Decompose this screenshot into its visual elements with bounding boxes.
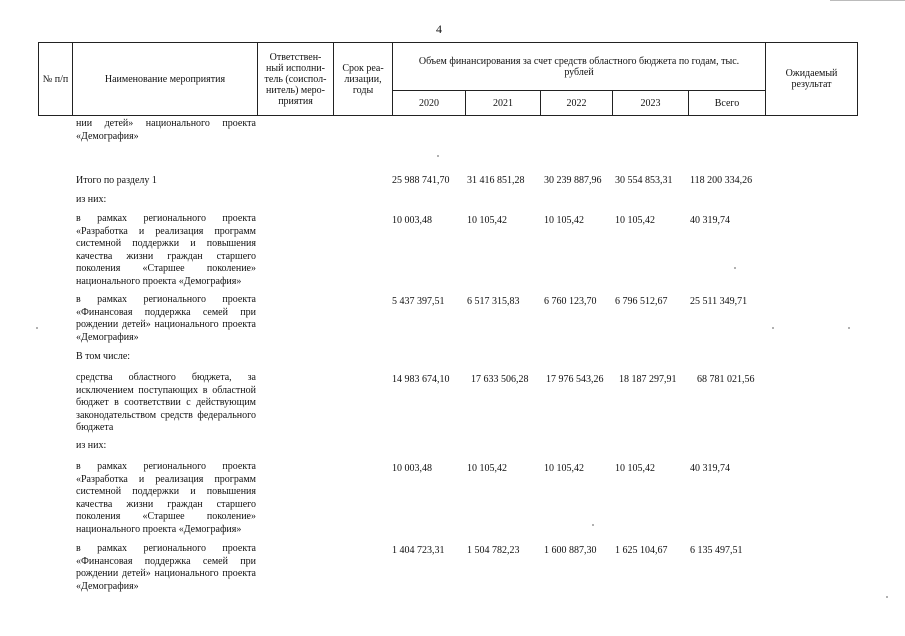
row-including-label: В том числе: (76, 351, 131, 362)
header-col-term: Срок реа-лизации, годы (333, 42, 393, 116)
row-older-gen-2-2020: 10 003,48 (392, 463, 432, 474)
scan-speck (36, 327, 38, 329)
row-older-gen-2021: 10 105,42 (467, 215, 507, 226)
top-edge-line (830, 0, 905, 1)
header-col-result: Ожидаемый результат (765, 42, 858, 116)
scan-speck (886, 596, 888, 598)
row-of-them-label: из них: (76, 194, 107, 205)
scan-speck (848, 327, 850, 329)
scan-speck (437, 155, 439, 157)
scan-speck (734, 267, 736, 269)
header-col-funding: Объем финансирования за счет средств областного бюджета по годам, тыс. рублей (392, 42, 766, 91)
row-older-gen-label: в рамках регионального проекта «Разработка и реализация программ системной поддержки и повышения качества жизни граждан старшего поколения «Старшее поколение» национального проекта «Демография» (76, 213, 256, 287)
row-older-gen-2020: 10 003,48 (392, 215, 432, 226)
header-col-num: № п/п (38, 42, 73, 116)
row-older-gen-2022: 10 105,42 (544, 215, 584, 226)
row-older-gen-2-2023: 10 105,42 (615, 463, 655, 474)
row-regional-funds-2021: 17 633 506,28 (471, 374, 529, 385)
row-older-gen-2023: 10 105,42 (615, 215, 655, 226)
row-total-2023: 30 554 853,31 (615, 175, 673, 186)
row-regional-funds-total: 68 781 021,56 (697, 374, 755, 385)
row-family-support-2020: 5 437 397,51 (392, 296, 445, 307)
header-col-name: Наименование мероприятия (72, 42, 258, 116)
header-year-2020: 2020 (392, 90, 466, 116)
row-family-support-2022: 6 760 123,70 (544, 296, 597, 307)
page-number: 4 (436, 22, 442, 36)
continuation-text: нии детей» национального проекта «Демография» (76, 118, 256, 142)
row-family-support-label-2: в рамках регионального проекта «Финансовая поддержка семей при рождении детей» национального проекта «Демография» (76, 543, 256, 592)
row-family-support-2-2020: 1 404 723,31 (392, 545, 445, 556)
header-col-responsible: Ответствен-ный исполни-тель (соиспол-нитель) меро-приятия (257, 42, 334, 116)
header-year-2023: 2023 (612, 90, 689, 116)
row-of-them-label-2: из них: (76, 440, 107, 451)
row-family-support-2-2023: 1 625 104,67 (615, 545, 668, 556)
row-family-support-2-total: 6 135 497,51 (690, 545, 743, 556)
row-regional-funds-2020: 14 983 674,10 (392, 374, 450, 385)
scan-speck (772, 327, 774, 329)
row-family-support-total: 25 511 349,71 (690, 296, 748, 307)
row-regional-funds-2023: 18 187 297,91 (619, 374, 677, 385)
row-total-label: Итого по разделу 1 (76, 175, 157, 186)
header-total: Всего (688, 90, 766, 116)
row-older-gen-label-2: в рамках регионального проекта «Разработка и реализация программ системной поддержки и повышения качества жизни граждан старшего поколения «Старшее поколение» национального проекта «Демография» (76, 461, 256, 535)
row-older-gen-2-total: 40 319,74 (690, 463, 730, 474)
row-family-support-label: в рамках регионального проекта «Финансовая поддержка семей при рождении детей» национального проекта «Демография» (76, 294, 256, 343)
row-older-gen-2-2021: 10 105,42 (467, 463, 507, 474)
row-older-gen-total: 40 319,74 (690, 215, 730, 226)
row-total-all: 118 200 334,26 (690, 175, 753, 186)
row-total-2020: 25 988 741,70 (392, 175, 450, 186)
row-family-support-2021: 6 517 315,83 (467, 296, 520, 307)
row-older-gen-2-2022: 10 105,42 (544, 463, 584, 474)
row-family-support-2-2022: 1 600 887,30 (544, 545, 597, 556)
row-family-support-2023: 6 796 512,67 (615, 296, 668, 307)
row-regional-funds-2022: 17 976 543,26 (546, 374, 604, 385)
header-year-2021: 2021 (465, 90, 541, 116)
header-year-2022: 2022 (540, 90, 613, 116)
row-family-support-2-2021: 1 504 782,23 (467, 545, 520, 556)
row-regional-funds-label: средства областного бюджета, за исключением поступающих в областной бюджет в соответствии с действующим законодательством средств федерального бюджета (76, 372, 256, 433)
row-total-2021: 31 416 851,28 (467, 175, 525, 186)
row-total-2022: 30 239 887,96 (544, 175, 602, 186)
scan-speck (592, 524, 594, 526)
